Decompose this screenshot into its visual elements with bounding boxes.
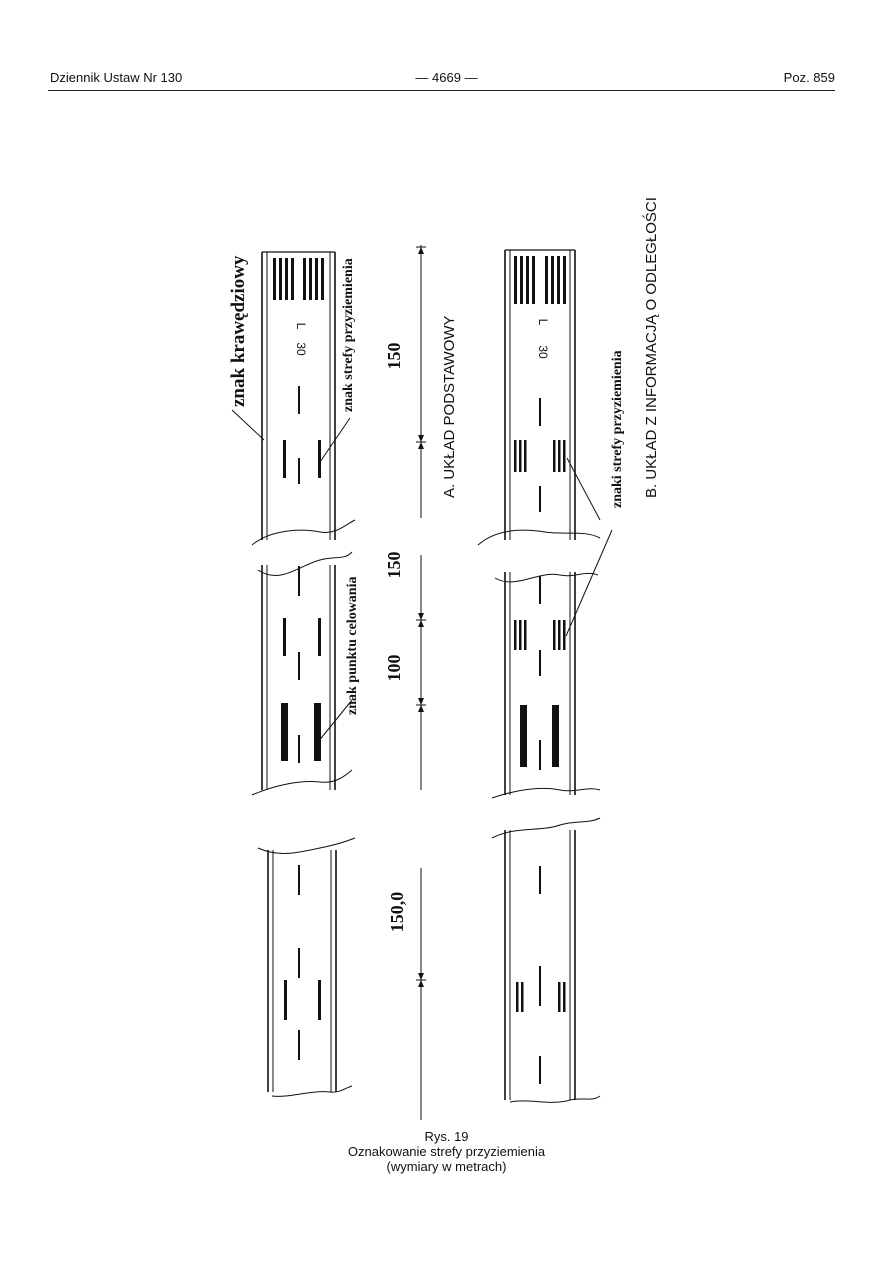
figure-caption: Oznakowanie strefy przyziemienia (347, 1144, 546, 1159)
touchdown-marks-label: znaki strefy przyziemienia (610, 350, 625, 508)
dimension-4: 150,0 (387, 891, 407, 933)
edge-mark-label: znak krawędziowy (228, 255, 249, 407)
touchdown-mark-label: znak strefy przyziemienia (341, 258, 356, 412)
layout-b-title: B. UKŁAD Z INFORMACJĄ O ODLEGŁOŚCI (643, 197, 660, 498)
dimension-1: 150 (384, 342, 404, 370)
dimension-2: 150 (384, 551, 404, 579)
dimension-line (416, 245, 426, 1120)
runway-a-number: 30 (294, 342, 308, 356)
runway-a (252, 252, 355, 1096)
runway-a-letter: L (294, 322, 308, 330)
figure-units-note: (wymiary w metrach) (386, 1159, 507, 1174)
aiming-point-label: znak punktu celowania (345, 576, 360, 715)
dimension-3: 100 (384, 654, 404, 682)
journal-title: Dziennik Ustaw Nr 130 (50, 70, 183, 85)
page-number: — 4669 — (415, 70, 478, 85)
runway-b-letter: L (536, 318, 550, 326)
runway-b-number: 30 (536, 345, 550, 359)
position-number: Poz. 859 (783, 70, 835, 85)
runway-b-markings (514, 256, 566, 1084)
figure-number: Rys. 19 (424, 1129, 469, 1144)
runway-a-markings (273, 258, 324, 1060)
layout-a-title: A. UKŁAD PODSTAWOWY (441, 315, 458, 498)
